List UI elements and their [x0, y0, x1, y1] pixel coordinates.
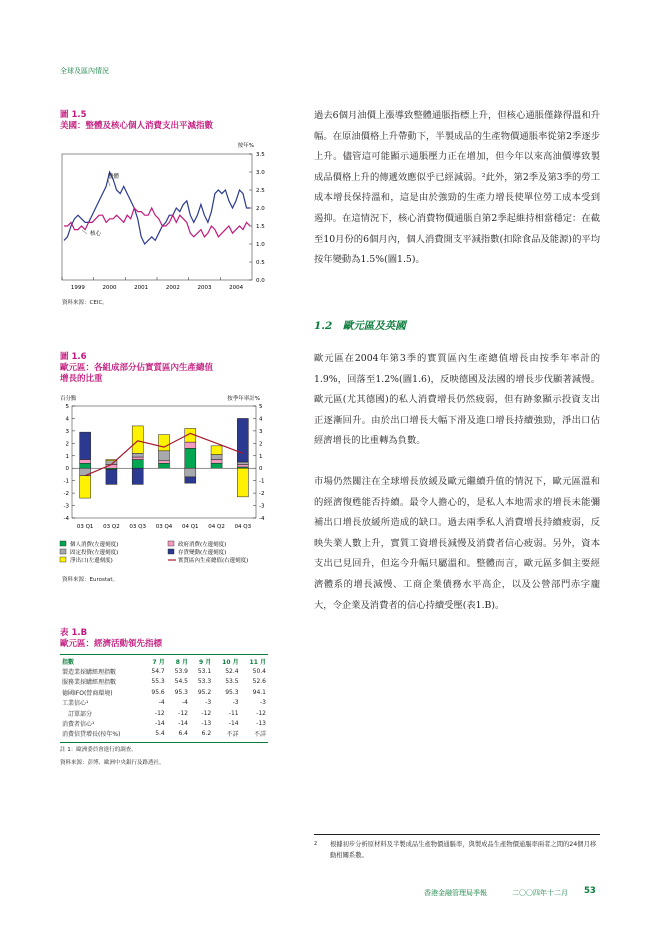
x-tick-label: 2004 — [229, 285, 244, 291]
table-cell: -3 — [205, 699, 212, 707]
bar-segment — [185, 468, 196, 477]
bar-segment — [132, 468, 143, 484]
y-tick-label-right: 3 — [259, 428, 263, 435]
y-tick-label-right: 5 — [259, 404, 263, 410]
table-cell: -14 — [228, 720, 239, 728]
bar-segment — [158, 461, 169, 463]
figure-1-6-chart — [56, 392, 278, 574]
bar-segment — [158, 435, 169, 451]
series-label-core: 核心 — [90, 231, 102, 237]
y-tick-label-right: -3 — [259, 503, 265, 510]
bar-segment — [106, 469, 117, 484]
bar-segment — [211, 460, 222, 464]
table-cell: 不詳 — [253, 731, 266, 739]
x-tick-label: 04 Q3 — [234, 524, 252, 530]
bar-segment — [80, 476, 91, 498]
table-cell: 95.6 — [151, 688, 165, 696]
table-cell: 53.5 — [225, 678, 239, 686]
legend-swatch — [60, 541, 66, 546]
bar-segment — [211, 463, 222, 468]
section-heading: 1.2 歐元區及英國 — [314, 320, 406, 332]
table-cell: 55.3 — [151, 678, 165, 686]
y-tick-label: 3.0 — [256, 170, 265, 176]
table-header-cell: 指數 — [62, 658, 75, 666]
bar-segment — [132, 426, 143, 453]
series-label-pointer — [108, 180, 110, 186]
y-tick-label: 3.5 — [256, 152, 265, 158]
y-tick-label: 2.0 — [256, 206, 265, 212]
bar-segment — [237, 418, 248, 462]
y-tick-label-left: 1 — [65, 453, 69, 460]
bar-segment — [132, 460, 143, 469]
table-cell: -4 — [182, 699, 188, 707]
page-number: 53 — [584, 886, 596, 896]
figure-1-6-source: 資料來源：Eurostat。 — [62, 577, 119, 583]
bar-segment — [211, 455, 222, 460]
table-row-label: 訂單部分 — [68, 710, 93, 718]
x-tick-label: 2001 — [134, 285, 149, 291]
legend-swatch — [60, 549, 66, 554]
figure-1-5-label: 圖 1.5 — [60, 110, 87, 120]
figure-1-5-source: 資料來源：CEIC。 — [62, 300, 108, 306]
table-row — [60, 666, 268, 676]
bar-segment — [211, 446, 222, 455]
table-cell: -12 — [154, 709, 165, 717]
footnote — [314, 839, 600, 861]
table-row — [60, 718, 268, 728]
table-cell: 54.7 — [151, 668, 165, 676]
legend-swatch — [60, 557, 66, 562]
table-cell: 6.2 — [201, 730, 212, 738]
paragraph-2: 歐元區在2004年第3季的實質區內生產總值增長由按季年率計的1.9%，回落至1.2%(圖1.6)，反映德國及法國的增長步伐顯著減慢。歐元區(尤其德國)的私人消費增長仍然疲弱，但有跡象顯示投資支出正逐漸回升。由於出口增長大幅下滑及進口增長持續強勁，淨出口佔經濟增長的比重轉為負數。 — [314, 353, 600, 447]
paragraph-3: 市場仍然關注在全球增長放緩及歐元繼續升值的情況下，歐元區溫和的經濟復甦能否持續。最令人擔心的，是私人本地需求的增長未能彌補出口增長放緩所造成的缺口。過去兩季私人消費增長持續疲弱，反映失業人數上升，實質工資增長減慢及消費者信心疲弱。另外，資本支出已見回升，但迄今升幅只屬溫和。整體而言，歐元區多個主要經濟體系的增長減慢、工商企業債務水平高企，以及公營部門赤字龐大，令企業及消費者的信心持續受壓(表1.B)。 — [314, 476, 600, 611]
footer-date: 二〇〇四年十二月 — [512, 889, 568, 897]
bar-segment — [237, 464, 248, 466]
y-tick-label-left: 3 — [65, 428, 69, 435]
x-tick-label: 03 Q4 — [155, 524, 173, 530]
table-cell: -11 — [228, 709, 239, 717]
table-cell: 53.3 — [197, 678, 212, 686]
table-cell: 95.3 — [174, 688, 188, 696]
y-tick-label: 1.5 — [256, 224, 265, 230]
bar-segment — [185, 477, 196, 483]
table-row — [60, 698, 268, 708]
footer-publication: 香港金融管理局季報 — [424, 889, 487, 897]
bar-segment — [237, 462, 248, 464]
table-row-label: 服務業採購經理指數 — [62, 679, 117, 687]
series-label-headline: 整體 — [108, 174, 120, 180]
table-source: 資料來源：彭博、歐洲中央銀行及路透社。 — [60, 760, 165, 766]
table-cell: -3 — [260, 699, 266, 707]
table-cell: -3 — [232, 699, 239, 707]
y-tick-label-right: -1 — [259, 478, 265, 485]
x-tick-label: 03 Q2 — [103, 524, 120, 530]
x-tick-label: 2000 — [102, 285, 117, 291]
leading-indicators-table — [60, 656, 268, 739]
y-tick-label-left: 4 — [65, 416, 69, 423]
figure-1-6-title-line2: 增長的比重 — [60, 374, 103, 384]
table-row-label: 工業信心¹ — [62, 700, 89, 708]
legend-label: 淨出口(左邊刻度) — [70, 558, 113, 564]
table-header-cell: 7 月 — [152, 658, 165, 666]
table-row-label: 德國IFO(營商環境) — [62, 689, 113, 697]
bar-segment — [237, 468, 248, 497]
table-row-label: 製造業採購經理指數 — [62, 669, 117, 677]
figure-1-6-label: 圖 1.6 — [60, 352, 87, 362]
table-row — [60, 708, 268, 718]
table-row — [60, 729, 268, 739]
bar-segment — [158, 451, 169, 461]
bar-segment — [132, 453, 143, 457]
series-label-pointer — [82, 230, 87, 234]
table-cell: -4 — [158, 699, 165, 707]
legend-label: 政府消費(左邊刻度) — [178, 542, 227, 548]
table-cell: -13 — [256, 720, 266, 728]
y-axis-label: 按年% — [237, 143, 254, 149]
table-cell: -14 — [178, 720, 188, 728]
y-tick-label-left: -2 — [63, 491, 69, 498]
bar-segment — [158, 463, 169, 468]
table-cell: -13 — [201, 720, 212, 728]
table-cell: -12 — [201, 709, 212, 717]
table-cell: 95.2 — [197, 688, 212, 696]
table-header-cell: 10 月 — [222, 658, 239, 666]
table-1b-label: 表 1.B — [60, 628, 88, 638]
paragraph-1: 過去6個月油價上漲導致整體通脹指標上升，但核心通脹僅錄得溫和升幅。在原油價格上升帶動下，半製成品的生產物價通脹率從第2季逐步上升。儘管這可能顯示通脹壓力正在增加，但今年以來高油價導致製成品價格上升的傳遞效應似乎已經減弱。²此外，第2季及第3季的勞工成本增長保持溫和，這是由於強勁的生產力增長使單位勞工成本受到遏抑。在這情況下，核心消費物價通脹自第2季起維持相當穩定：在截至10月份的6個月內，個人消費開支平減指數(扣除食品及能源)的平均按年變動為1.5%(圖1.5)。 — [314, 110, 600, 266]
table-cell: 52.4 — [225, 668, 239, 676]
bar-segment — [80, 460, 91, 464]
table-cell: -14 — [154, 720, 165, 728]
table-cell: 94.1 — [252, 688, 266, 696]
table-cell: -12 — [178, 709, 188, 717]
x-tick-label: 1999 — [70, 285, 85, 291]
y-tick-label-left: 0 — [65, 466, 69, 473]
x-tick-label: 03 Q3 — [129, 524, 147, 530]
y-tick-label-right: 1 — [259, 453, 263, 460]
y-tick-label: 0.0 — [256, 278, 265, 284]
bar-segment — [185, 448, 196, 468]
figure-1-6-title-line1: 歐元區：各組成部分佔實質區內生產總值 — [60, 363, 214, 373]
table-cell: 53.1 — [197, 668, 212, 676]
footnote-text: 根據初步分析原材料及半製成品生產物價通脹率，與製成品生產物價通脹率兩者之間的24個月移動相關系數。 — [330, 841, 597, 859]
x-tick-label: 04 Q1 — [181, 524, 199, 530]
y-tick-label-left: 5 — [65, 404, 69, 410]
table-row-label: 消費者信心¹ — [62, 721, 95, 729]
footnote-rule — [314, 834, 600, 835]
y-tick-label: 1.0 — [256, 242, 265, 248]
table-row-label: 消費信貸增長(按年%) — [62, 731, 121, 739]
table-header-cell: 11 月 — [249, 658, 266, 666]
legend-label: 實質區內生產總值(右邊刻度) — [178, 558, 249, 564]
table-row — [60, 687, 268, 697]
y-tick-label-right: 2 — [259, 441, 263, 448]
bar-segment — [132, 457, 143, 459]
y-tick-label: 2.5 — [256, 188, 265, 194]
table-cell: 不詳 — [226, 731, 239, 739]
table-row — [60, 677, 268, 687]
y-tick-label-left: -4 — [63, 516, 69, 522]
footnote-marker: 2 — [314, 841, 318, 847]
table-cell: 50.4 — [252, 668, 266, 676]
x-tick-label: 04 Q2 — [208, 524, 225, 530]
y-axis-right-label: 按季年率計% — [227, 396, 260, 402]
figure-1-5-title: 美國：整體及核心個人消費支出平減指數 — [60, 121, 214, 131]
x-tick-label: 03 Q1 — [76, 524, 94, 530]
table-cell: 53.9 — [174, 668, 188, 676]
y-axis-left-label: 百分點 — [60, 396, 77, 402]
legend-label: 固定投資(左邊刻度) — [70, 550, 119, 556]
bar-segment — [80, 432, 91, 459]
table-cell: 52.6 — [252, 678, 266, 686]
table-top-rule — [60, 654, 268, 655]
section-label: 全球及區內情況 — [60, 67, 109, 75]
legend-label: 存貨變動(左邊刻度) — [178, 550, 227, 556]
table-note: 註 1：歐洲委員會進行的調查。 — [60, 747, 137, 753]
bar-segment — [80, 463, 91, 468]
table-cell: 95.3 — [225, 688, 239, 696]
table-cell: 5.4 — [155, 730, 165, 738]
table-cell: 6.4 — [178, 730, 188, 738]
y-tick-label-right: 4 — [259, 416, 263, 423]
y-tick-label-left: -3 — [63, 503, 69, 510]
y-tick-label-right: 0 — [259, 466, 263, 473]
table-header-cell: 8 月 — [175, 658, 188, 666]
x-tick-label: 2002 — [165, 285, 180, 291]
table-header-cell: 9 月 — [198, 658, 212, 666]
bar-segment — [185, 442, 196, 448]
legend-label: 個人消費(左邊刻度) — [70, 542, 119, 548]
legend-swatch — [168, 541, 174, 546]
table-1b-title: 歐元區：經濟活動領先指標 — [60, 639, 163, 649]
legend-swatch — [168, 549, 174, 554]
table-cell: -12 — [256, 709, 266, 717]
figure-1-5-chart — [56, 138, 278, 296]
y-tick-label-left: 2 — [65, 441, 69, 448]
y-tick-label: 0.5 — [256, 260, 265, 266]
table-cell: 54.5 — [174, 678, 188, 686]
table-bottom-rule — [60, 742, 268, 743]
y-tick-label-left: -1 — [63, 478, 69, 485]
x-tick-label: 2003 — [197, 285, 212, 291]
y-tick-label-right: -2 — [259, 491, 265, 498]
table-header-row — [60, 656, 268, 666]
y-tick-label-right: -4 — [259, 516, 265, 522]
